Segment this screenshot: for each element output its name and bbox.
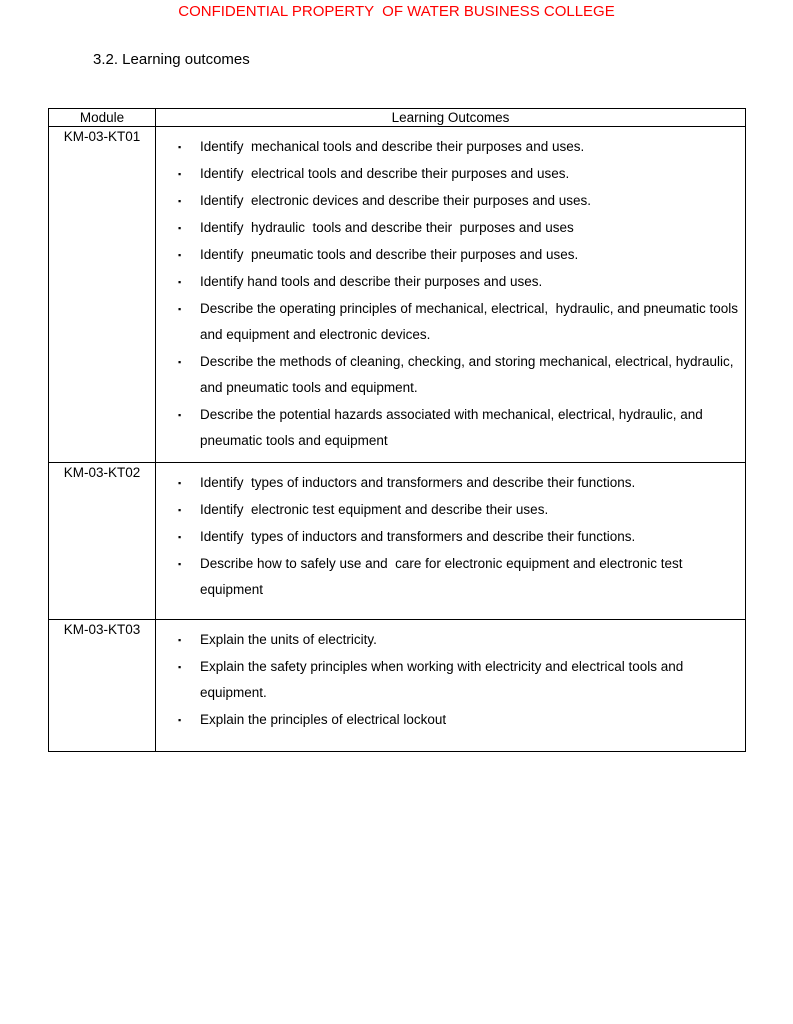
outcome-item [176,470,739,496]
outcome-item [176,134,739,160]
outcome-item [176,161,739,187]
outcome-text: Describe how to safely use and care for electronic equipment and electronic test equipment [200,556,687,597]
outcome-text: Identify pneumatic tools and describe their purposes and uses. [200,247,579,262]
bullet-icon: ▪ [178,410,182,420]
module-code: KM-03-KT02 [49,463,156,620]
bullet-icon: ▪ [178,715,182,725]
table-row [49,620,746,752]
outcome-text: Identify hand tools and describe their purposes and uses. [200,274,543,289]
outcomes-column-header: Learning Outcomes [156,109,746,127]
table-row [49,127,746,463]
confidential-notice: CONFIDENTIAL PROPERTY OF WATER BUSINESS COLLEGE [178,3,615,20]
outcome-text: Explain the units of electricity. [200,632,377,647]
outcome-item [176,188,739,214]
bullet-icon: ▪ [178,505,182,515]
module-code: KM-03-KT01 [49,127,156,463]
bullet-icon: ▪ [178,357,182,367]
bullet-icon: ▪ [178,635,182,645]
outcome-item [176,215,739,241]
bullet-icon: ▪ [178,662,182,672]
outcomes-cell [156,463,746,620]
outcome-text: Explain the principles of electrical lockout [200,712,447,727]
outcome-item [176,707,739,733]
outcome-item [176,497,739,523]
bullet-icon: ▪ [178,304,182,314]
outcome-text: Identify electrical tools and describe their purposes and uses. [200,166,570,181]
table-header-row [49,109,746,127]
module-column-header: Module [49,109,156,127]
table-row [49,463,746,620]
learning-outcomes-table [48,108,746,752]
outcome-text: Identify electronic test equipment and describe their uses. [200,502,549,517]
bullet-icon: ▪ [178,142,182,152]
outcome-text: Identify types of inductors and transformers and describe their functions. [200,529,636,544]
bullet-icon: ▪ [178,478,182,488]
module-code: KM-03-KT03 [49,620,156,752]
bullet-icon: ▪ [178,223,182,233]
outcome-item [176,627,739,653]
outcome-text: Identify hydraulic tools and describe their purposes and uses [200,220,574,235]
outcome-text: Describe the operating principles of mechanical, electrical, hydraulic, and pneumatic tools and equipment and electronic devices. [200,301,742,342]
outcomes-cell [156,620,746,752]
bullet-icon: ▪ [178,532,182,542]
bullet-icon: ▪ [178,559,182,569]
section-title: 3.2. Learning outcomes [93,51,250,68]
outcome-text: Describe the potential hazards associated with mechanical, electrical, hydraulic, and pneumatic tools and equipment [200,407,707,448]
bullet-icon: ▪ [178,169,182,179]
outcome-item [176,524,739,550]
outcome-text: Identify electronic devices and describe their purposes and uses. [200,193,591,208]
outcome-text: Identify mechanical tools and describe their purposes and uses. [200,139,585,154]
outcome-item [176,402,739,454]
outcome-text: Describe the methods of cleaning, checking, and storing mechanical, electrical, hydraulic, and pneumatic tools and equipment. [200,354,738,395]
bullet-icon: ▪ [178,250,182,260]
bullet-icon: ▪ [178,196,182,206]
outcome-text: Explain the safety principles when working with electricity and electrical tools and equipment. [200,659,688,700]
outcome-text: Identify types of inductors and transformers and describe their functions. [200,475,636,490]
outcome-item [176,242,739,268]
outcome-item [176,269,739,295]
outcome-item [176,349,739,401]
outcome-item [176,296,742,348]
outcomes-cell [156,127,746,463]
bullet-icon: ▪ [178,277,182,287]
outcome-item [176,654,739,706]
outcome-item [176,551,739,603]
